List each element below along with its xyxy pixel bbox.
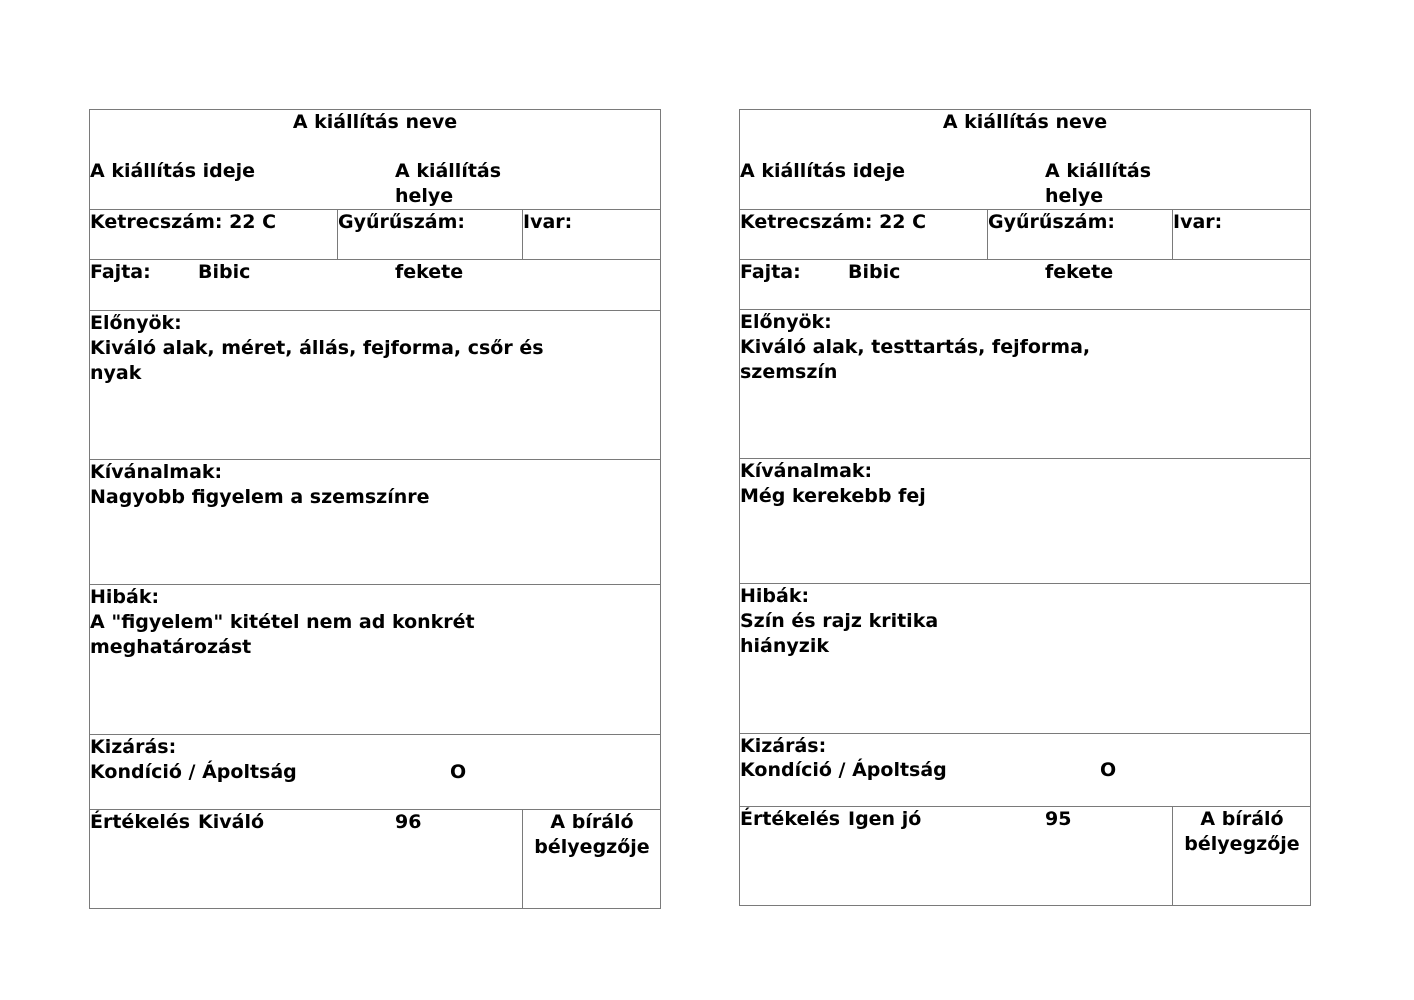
rating-label: Értékelés bbox=[740, 808, 841, 830]
faults-section bbox=[90, 585, 660, 735]
exclusion-section bbox=[90, 735, 660, 810]
cage-number: Ketrecszám: 22 C bbox=[90, 211, 277, 233]
rating-value: Igen jó bbox=[848, 808, 922, 830]
sex-label: Ivar: bbox=[1173, 211, 1223, 233]
color-value: fekete bbox=[1045, 261, 1114, 283]
judge-stamp-label: A bíráló bélyegzője bbox=[1184, 808, 1300, 855]
wishes-section bbox=[740, 459, 1310, 584]
faults-text: Szín és rajz kritika hiányzik bbox=[740, 610, 939, 657]
judge-stamp-label: A bíráló bélyegzője bbox=[534, 811, 650, 858]
breed-value: Bibic bbox=[848, 261, 901, 283]
ring-number-label: Gyűrűszám: bbox=[338, 211, 465, 233]
cage-number: Ketrecszám: 22 C bbox=[740, 211, 927, 233]
advantages-label: Előnyök: bbox=[90, 312, 182, 334]
header-section bbox=[90, 110, 660, 210]
exhibition-place-label: A kiállítás helye bbox=[395, 160, 502, 207]
ring-number-label: Gyűrűszám: bbox=[988, 211, 1115, 233]
exclusion-text: Kondíció / Ápoltság bbox=[90, 761, 297, 783]
rating-section bbox=[740, 807, 1310, 905]
judging-card-left bbox=[89, 109, 661, 909]
wishes-section bbox=[90, 460, 660, 585]
id-row bbox=[740, 210, 1310, 260]
wishes-label: Kívánalmak: bbox=[740, 460, 873, 482]
rating-section bbox=[90, 810, 660, 908]
rating-value: Kiváló bbox=[198, 811, 265, 833]
id-row bbox=[90, 210, 660, 260]
exclusion-label: Kizárás: bbox=[740, 735, 827, 757]
faults-section bbox=[740, 584, 1310, 734]
exclusion-mark: O bbox=[450, 761, 467, 783]
color-value: fekete bbox=[395, 261, 464, 283]
breed-row bbox=[740, 260, 1310, 310]
faults-label: Hibák: bbox=[740, 585, 810, 607]
advantages-label: Előnyök: bbox=[740, 311, 832, 333]
rating-label: Értékelés bbox=[90, 811, 191, 833]
breed-label: Fajta: bbox=[90, 261, 151, 283]
judging-card-right bbox=[739, 109, 1311, 906]
rating-score: 96 bbox=[395, 811, 422, 833]
exclusion-text: Kondíció / Ápoltság bbox=[740, 759, 947, 781]
advantages-text: Kiváló alak, testtartás, fejforma, szemszín bbox=[740, 336, 1091, 383]
advantages-text: Kiváló alak, méret, állás, fejforma, csőr és nyak bbox=[90, 337, 544, 384]
advantages-section bbox=[740, 310, 1310, 459]
breed-value: Bibic bbox=[198, 261, 251, 283]
wishes-label: Kívánalmak: bbox=[90, 461, 223, 483]
advantages-section bbox=[90, 311, 660, 460]
faults-text: A "figyelem" kitétel nem ad konkrét meghatározást bbox=[90, 611, 475, 658]
wishes-text: Nagyobb figyelem a szemszínre bbox=[90, 486, 430, 508]
exhibition-time-label: A kiállítás ideje bbox=[740, 160, 906, 182]
exclusion-label: Kizárás: bbox=[90, 736, 177, 758]
faults-label: Hibák: bbox=[90, 586, 160, 608]
header-section bbox=[740, 110, 1310, 210]
exclusion-mark: O bbox=[1100, 759, 1117, 781]
exhibition-title: A kiállítás neve bbox=[942, 111, 1108, 133]
rating-score: 95 bbox=[1045, 808, 1072, 830]
exhibition-title: A kiállítás neve bbox=[292, 111, 458, 133]
wishes-text: Még kerekebb fej bbox=[740, 485, 926, 507]
exhibition-place-label: A kiállítás helye bbox=[1045, 160, 1152, 207]
exhibition-time-label: A kiállítás ideje bbox=[90, 160, 256, 182]
sex-label: Ivar: bbox=[523, 211, 573, 233]
exclusion-section bbox=[740, 734, 1310, 807]
breed-row bbox=[90, 260, 660, 311]
breed-label: Fajta: bbox=[740, 261, 801, 283]
